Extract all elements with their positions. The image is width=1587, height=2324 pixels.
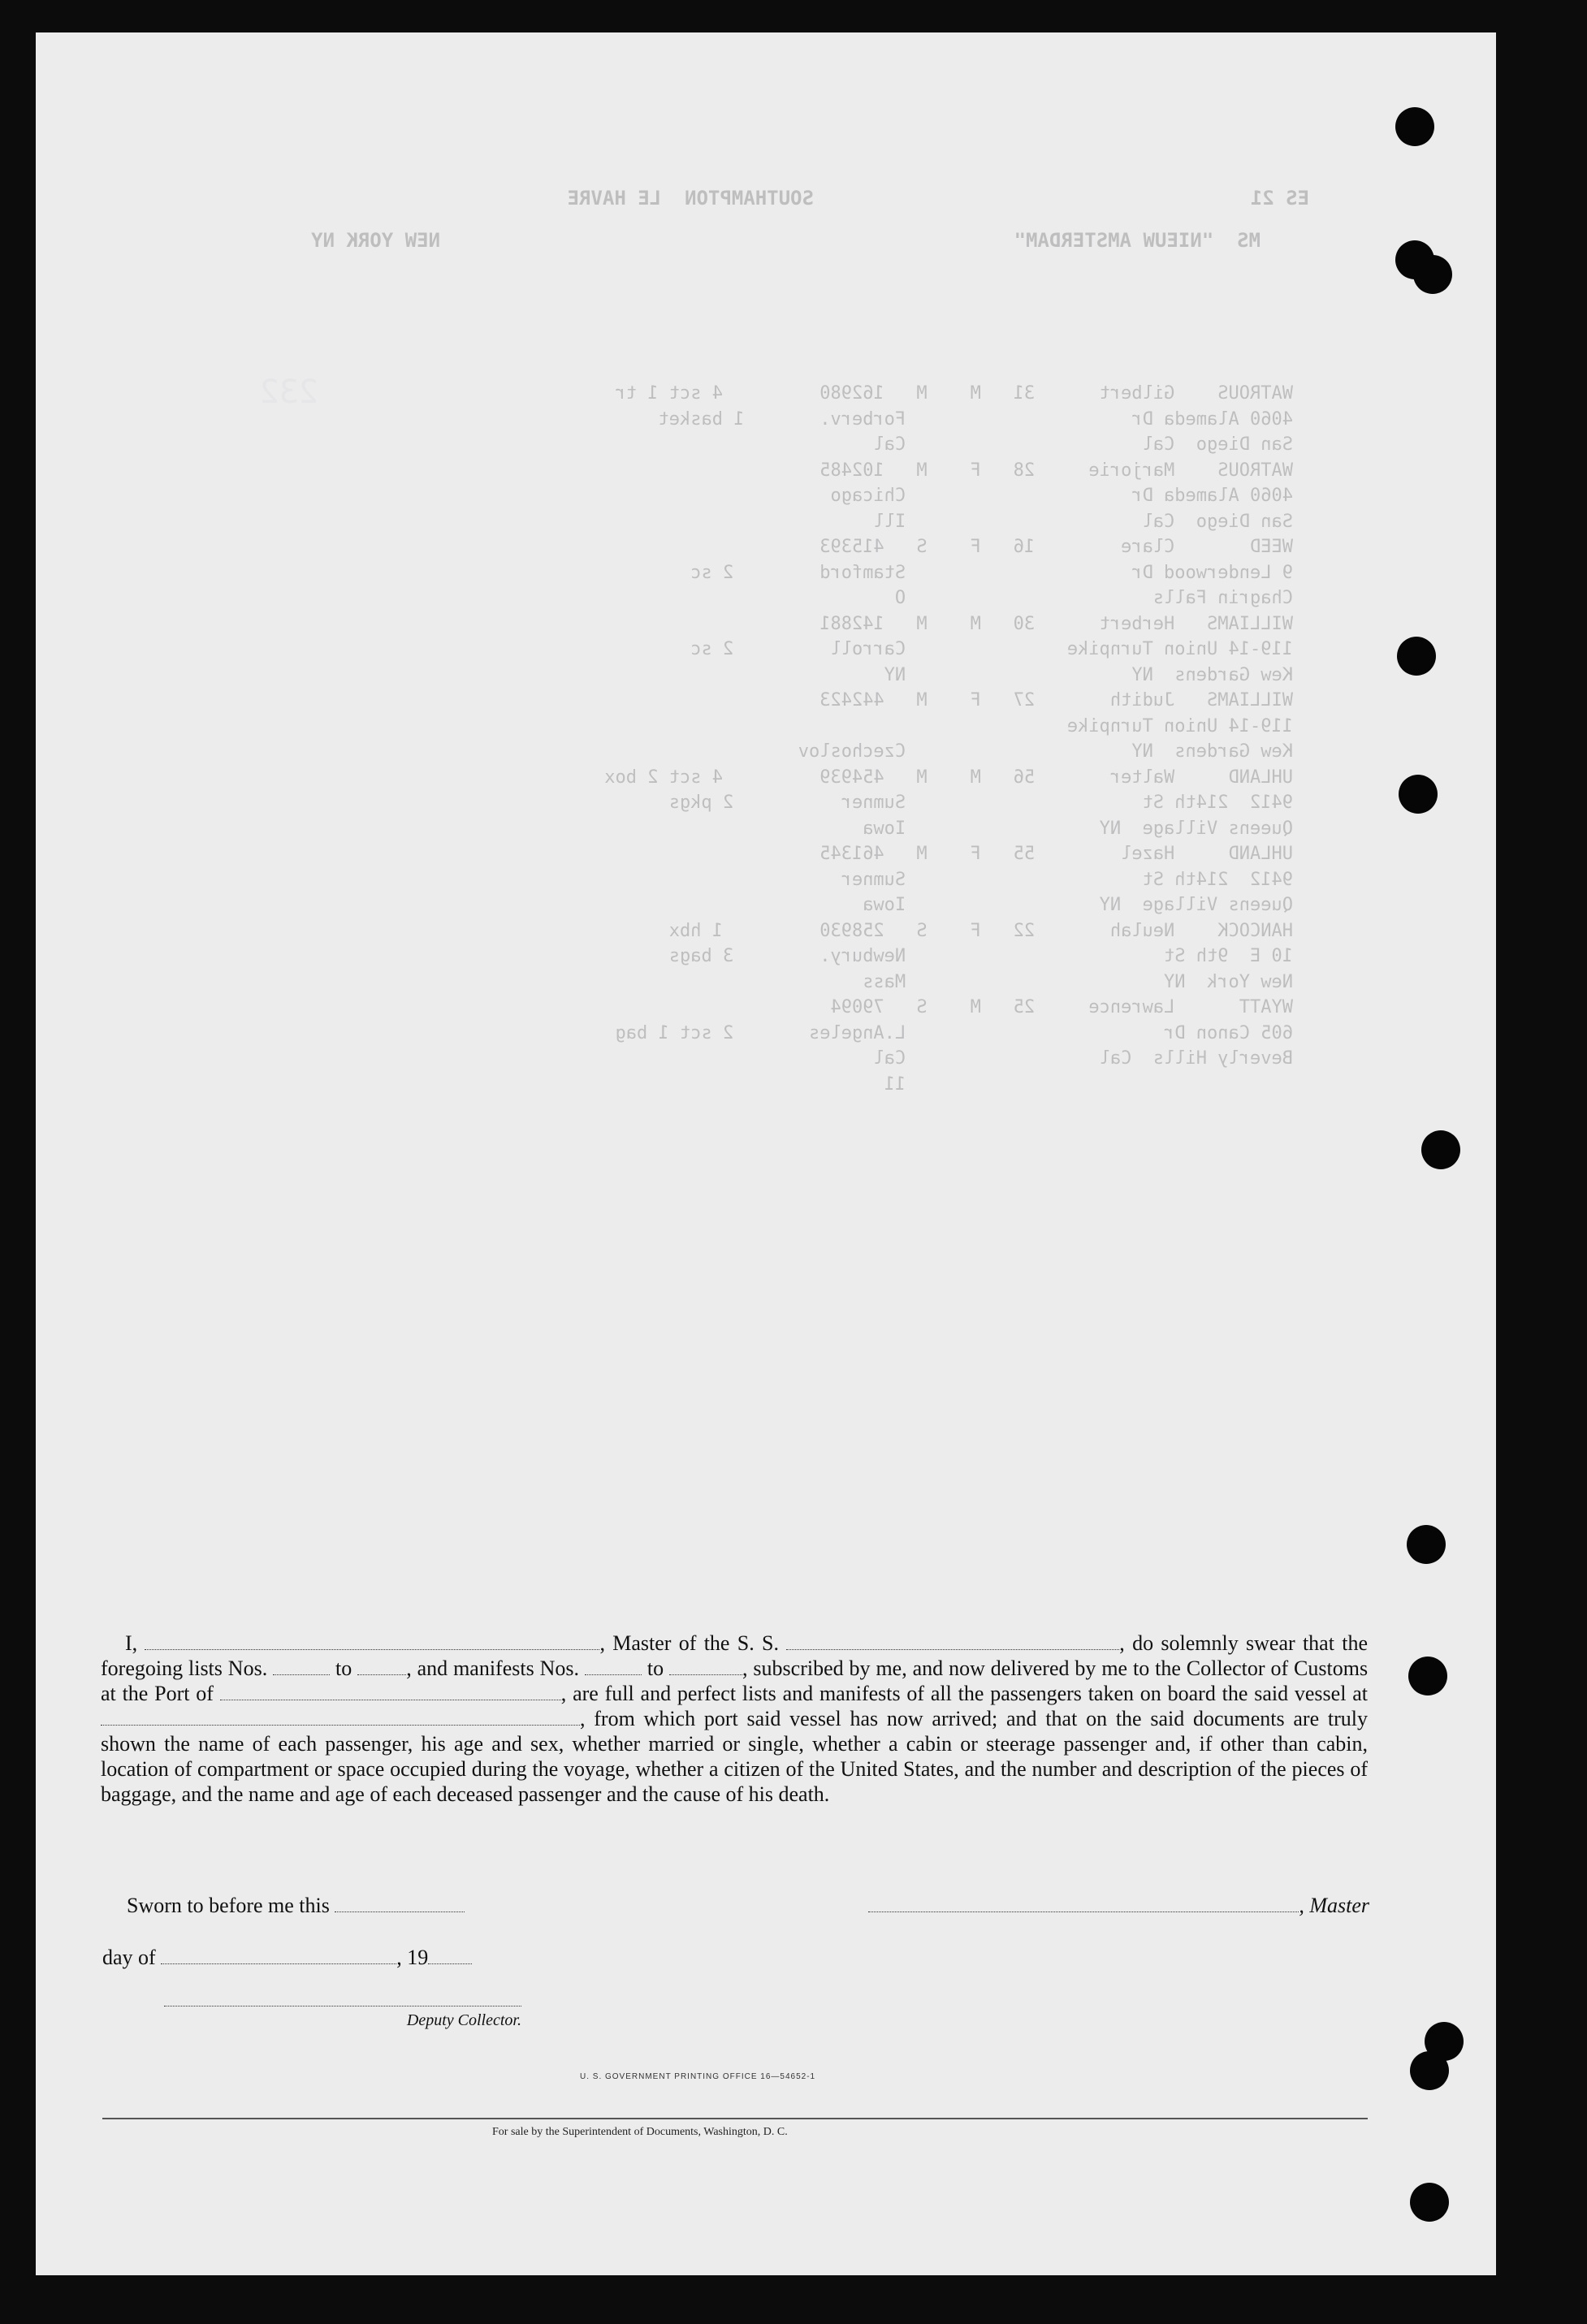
master-oath [101, 1631, 1368, 1807]
ghost-header-port: SOUTHAMPTON LE HAVRE [567, 187, 814, 210]
ghost-line: San Diego Cal Cal [873, 434, 1293, 455]
oath-from-which: , from which [580, 1707, 696, 1730]
ghost-line: WATROUS Marjorie 28 F M 102485 [819, 460, 1293, 481]
binder-hole [1399, 775, 1438, 814]
day-label: day of [102, 1946, 156, 1969]
ghost-line: 119-14 Union Turnpike [1066, 715, 1293, 737]
sworn-row [127, 1894, 1369, 1918]
ghost-header-left: ES 21 [1250, 187, 1309, 210]
for-sale-notice: For sale by the Superintendent of Documents, Washington, D. C. [492, 2126, 788, 2138]
ghost-line: UHLAND Walter 56 M M 454939 4 sct 2 box [604, 767, 1293, 788]
ghost-line: 4060 Alameda Dr Chicago [830, 486, 1293, 506]
ghost-line: Beverly Hills Cal Cal [873, 1048, 1293, 1069]
ghost-line: HANCOCK Neulah 22 F S 258930 1 hbx [668, 920, 1293, 941]
sworn-label: Sworn to before me this [127, 1894, 330, 1917]
ghost-line: San Diego Cal Ill [873, 511, 1293, 532]
ghost-line: WILLIAMS Judith 27 F M 442423 [819, 690, 1293, 711]
binder-hole [1410, 2183, 1449, 2222]
oath-manifests-nos: , and manifests Nos. [406, 1657, 580, 1680]
ghost-line: Kew Gardens NY Czechoslov [798, 741, 1293, 762]
ghost-line: 4060 Alameda Dr Forberv. 1 basket [658, 408, 1293, 430]
oath-subscribed: , subscribed by me, and now [742, 1657, 985, 1680]
ghost-line: WATROUS Gilbert 31 M M 162980 4 sct 1 tr [615, 383, 1293, 404]
deputy-collector-block [156, 2006, 521, 2030]
ghost-header-dest: NEW YORK NY [311, 229, 440, 252]
ghost-line: WYATT Lawrence 25 M S 79094 [830, 997, 1293, 1017]
printing-office-imprint: U. S. GOVERNMENT PRINTING OFFICE 16—54652-1 [580, 2072, 816, 2081]
ghost-header-ship: MS "NIEUW AMSTERDAM" [1014, 229, 1261, 252]
deputy-signature-line[interactable] [164, 2006, 521, 2007]
master-signature-blank[interactable] [868, 1899, 1299, 1912]
sworn-date-blank[interactable] [335, 1899, 465, 1912]
lists-to-blank[interactable] [357, 1661, 406, 1675]
master-label: , Master [1299, 1894, 1369, 1917]
ghost-stamp: 232 [259, 374, 318, 411]
day-row [102, 1946, 472, 1970]
ghost-line: 9 Lenderwood Dr Stamford 2 sc [690, 562, 1293, 583]
oath-vessel-at: manifests of all the passengers taken on board the said vessel at [819, 1682, 1369, 1705]
oath-full-perfect: , are full and perfect lists and [560, 1682, 814, 1705]
year-blank[interactable] [428, 1950, 472, 1964]
binder-hole [1407, 1525, 1446, 1564]
manifest-page [36, 32, 1496, 2275]
departure-port-blank[interactable] [101, 1712, 580, 1726]
binder-hole [1413, 255, 1452, 294]
ghost-line: 9412 214th St Sumner [841, 869, 1293, 890]
deputy-collector-label: Deputy Collector. [406, 2011, 521, 2029]
ghost-line: 10 E 9th St Newbury. 3 bags [668, 946, 1293, 966]
oath-paragraph [101, 1631, 1368, 1807]
ghost-line: WILLIAMS Herbert 30 M M 142881 [819, 613, 1293, 634]
ghost-line: New York NY Mass [863, 971, 1293, 992]
oath-to-2: to [646, 1657, 664, 1680]
ghost-line: Queens Village NY Iowa [863, 895, 1293, 915]
manifests-from-blank[interactable] [585, 1661, 642, 1675]
binder-hole [1421, 1130, 1460, 1169]
month-blank[interactable] [161, 1950, 396, 1964]
oath-body: port said vessel has now arrived; and that on the said documents are truly shown the name of each passenger, his age and sex, whether married or single, whether a cabin or steerage passenger and, if other than cabin, location of compartment or space occupied during the voyage, whether a citizen of the United States, and the number and description of the pieces of baggage, and the name and age of each deceased passenger and the cause of his death. [101, 1707, 1368, 1806]
master-signature-area [868, 1894, 1369, 1918]
ghost-line: 119-14 Union Turnpike Carroll 2 sc [690, 639, 1293, 659]
ghost-line: WEED Clare 16 F S 415393 [819, 537, 1293, 557]
oath-to-1: to [335, 1657, 352, 1680]
port-blank[interactable] [220, 1687, 561, 1700]
ghost-line: 605 Canon Dr L.Angeles 2 sct 1 bag [615, 1022, 1293, 1043]
ghost-line: Chagrin Falls O [894, 588, 1293, 608]
ship-name-blank[interactable] [786, 1636, 1119, 1650]
binder-hole [1410, 2051, 1449, 2090]
oath-port-of: delivered by me to the Collector of Customs at the Port of [101, 1657, 1369, 1705]
manifests-to-blank[interactable] [669, 1661, 742, 1675]
lists-from-blank[interactable] [273, 1661, 330, 1675]
oath-i: I, [125, 1631, 138, 1655]
oath-solemnly: , do solemnly [1119, 1631, 1239, 1655]
oath-master-of: , Master of the S. S. [599, 1631, 779, 1655]
year-label: , 19 [396, 1946, 429, 1969]
ghost-line: UHLAND Hazel 55 F M 461345 [819, 844, 1293, 864]
ghost-line: Kew Gardens NY NY [884, 664, 1293, 685]
binder-hole [1397, 637, 1436, 676]
ghost-line: 9412 214th St Sumner 2 pkgs [668, 793, 1293, 813]
master-name-blank[interactable] [145, 1636, 599, 1650]
oath-lists-nos: swear that the foregoing lists Nos. [101, 1631, 1368, 1680]
bleed-through-text [36, 32, 1496, 1169]
ghost-line: Queens Village NY Iowa [863, 818, 1293, 839]
binder-hole [1408, 1657, 1447, 1695]
footer-rule [102, 2118, 1368, 2119]
binder-hole [1395, 107, 1434, 146]
ghost-line: 11 [884, 1073, 1293, 1095]
